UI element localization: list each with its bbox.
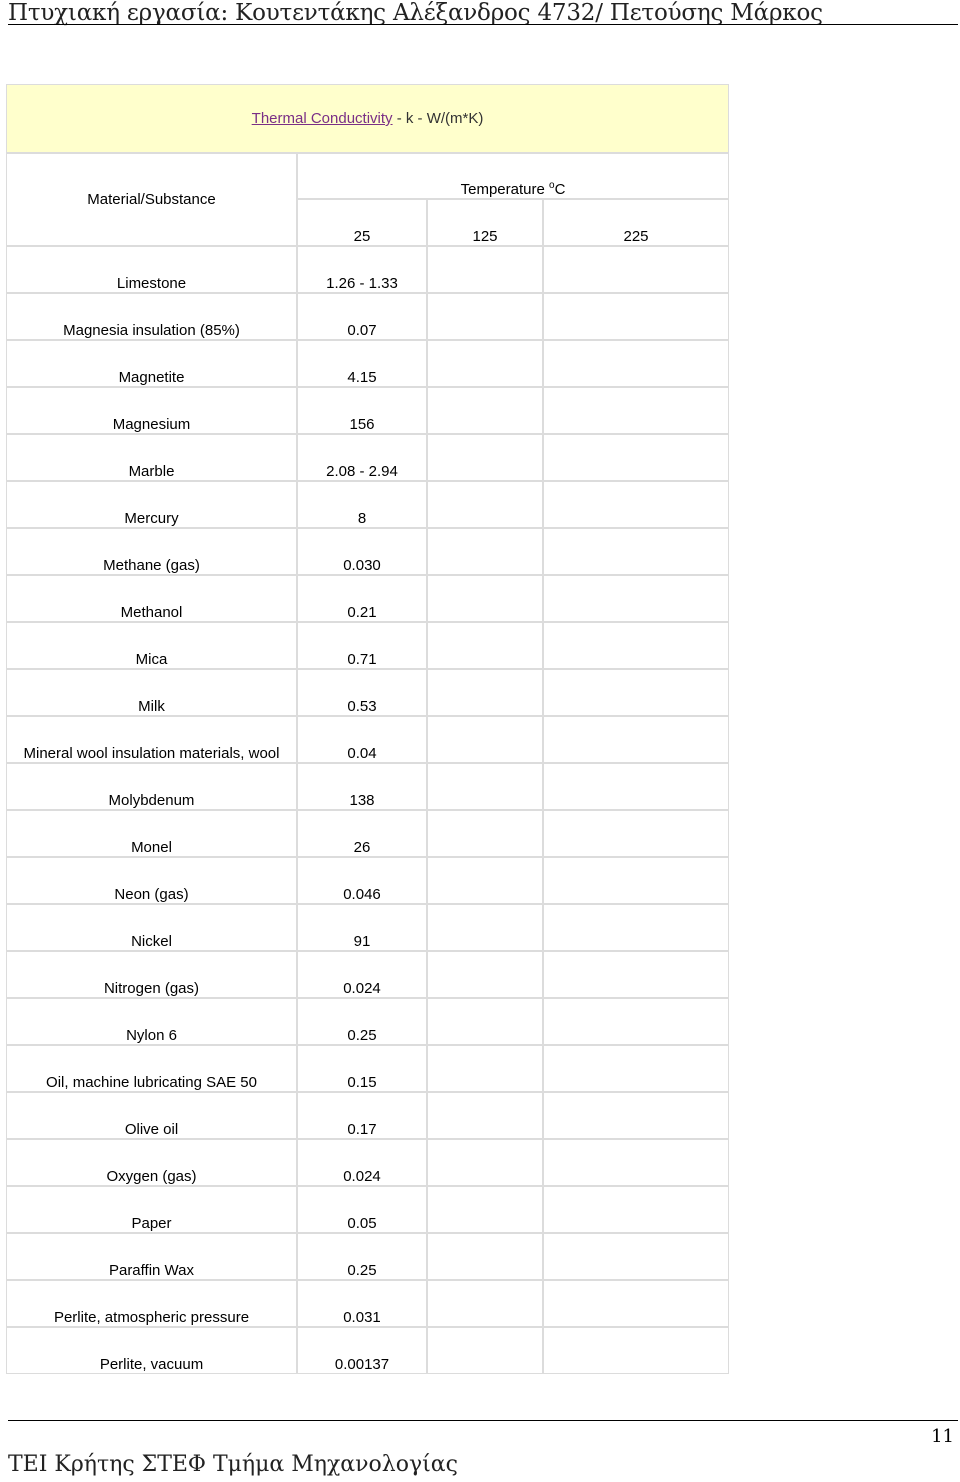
k-225-cell: [543, 387, 729, 434]
k-125-cell: [427, 763, 543, 810]
material-cell: Magnesium: [6, 387, 297, 434]
k-225-cell: [543, 951, 729, 998]
k-125-cell: [427, 1092, 543, 1139]
k-225-cell: [543, 293, 729, 340]
k-125-cell: [427, 1280, 543, 1327]
k-25-cell: 0.024: [297, 951, 427, 998]
table-row: [6, 669, 729, 716]
k-225-cell: [543, 716, 729, 763]
k-25-cell: 1.26 - 1.33: [297, 246, 427, 293]
k-225-cell: [543, 763, 729, 810]
k-225-cell: [543, 1280, 729, 1327]
footer-divider: [8, 1420, 958, 1421]
k-25-cell: 0.05: [297, 1186, 427, 1233]
temperature-header: Temperature $^o$C: [297, 153, 729, 199]
material-cell: Perlite, vacuum: [6, 1327, 297, 1374]
k-125-cell: [427, 1139, 543, 1186]
k-125-cell: [427, 528, 543, 575]
material-cell: Olive oil: [6, 1092, 297, 1139]
table-row: [6, 622, 729, 669]
k-25-cell: 0.25: [297, 1233, 427, 1280]
k-125-cell: [427, 1186, 543, 1233]
k-125-cell: [427, 1233, 543, 1280]
table-row: [6, 1327, 729, 1374]
table-row: [6, 434, 729, 481]
k-125-cell: [427, 1327, 543, 1374]
material-cell: Neon (gas): [6, 857, 297, 904]
k-125-cell: [427, 716, 543, 763]
k-225-cell: [543, 1233, 729, 1280]
table-row: [6, 246, 729, 293]
table-row: [6, 1139, 729, 1186]
k-25-cell: 0.71: [297, 622, 427, 669]
material-cell: Nickel: [6, 904, 297, 951]
thermal-conductivity-link[interactable]: Thermal Conductivity: [251, 110, 393, 127]
k-225-cell: [543, 528, 729, 575]
page-number: 11: [931, 1426, 954, 1447]
table-row: [6, 575, 729, 622]
material-cell: Paraffin Wax: [6, 1233, 297, 1280]
k-25-cell: 0.024: [297, 1139, 427, 1186]
k-25-cell: 156: [297, 387, 427, 434]
table-row: [6, 998, 729, 1045]
table-row: [6, 716, 729, 763]
k-125-cell: [427, 481, 543, 528]
table-row: [6, 1280, 729, 1327]
table-title: [6, 84, 729, 153]
k-25-cell: 26: [297, 810, 427, 857]
k-125-cell: [427, 622, 543, 669]
material-cell: Oil, machine lubricating SAE 50: [6, 1045, 297, 1092]
material-cell: Monel: [6, 810, 297, 857]
material-cell: Mercury: [6, 481, 297, 528]
k-125-cell: [427, 998, 543, 1045]
k-25-cell: 91: [297, 904, 427, 951]
material-cell: Marble: [6, 434, 297, 481]
k-225-cell: [543, 1092, 729, 1139]
table-row: [6, 763, 729, 810]
table-row: [6, 1092, 729, 1139]
k-25-cell: 2.08 - 2.94: [297, 434, 427, 481]
material-cell: Molybdenum: [6, 763, 297, 810]
k-225-cell: [543, 1045, 729, 1092]
k-225-cell: [543, 340, 729, 387]
k-25-cell: 0.04: [297, 716, 427, 763]
k-25-cell: 8: [297, 481, 427, 528]
k-125-cell: [427, 575, 543, 622]
k-25-cell: 0.53: [297, 669, 427, 716]
k-125-cell: [427, 857, 543, 904]
k-25-cell: 0.031: [297, 1280, 427, 1327]
k-25-cell: 138: [297, 763, 427, 810]
k-125-cell: [427, 1045, 543, 1092]
temperature-125-header: 125: [427, 199, 543, 246]
material-cell: Oxygen (gas): [6, 1139, 297, 1186]
table-row: [6, 951, 729, 998]
k-225-cell: [543, 1327, 729, 1374]
material-column-header: Material/Substance: [6, 153, 297, 246]
k-225-cell: [543, 810, 729, 857]
thermal-conductivity-table: [6, 84, 729, 1374]
table-row: [6, 810, 729, 857]
k-125-cell: [427, 904, 543, 951]
k-225-cell: [543, 575, 729, 622]
k-125-cell: [427, 340, 543, 387]
table-row: [6, 1186, 729, 1233]
k-225-cell: [543, 998, 729, 1045]
k-125-cell: [427, 810, 543, 857]
k-225-cell: [543, 669, 729, 716]
material-cell: Magnetite: [6, 340, 297, 387]
k-225-cell: [543, 1186, 729, 1233]
material-cell: Mineral wool insulation materials, wool: [6, 716, 297, 763]
k-225-cell: [543, 622, 729, 669]
table-row: [6, 1045, 729, 1092]
temperature-225-header: 225: [543, 199, 729, 246]
k-225-cell: [543, 904, 729, 951]
table-row: [6, 528, 729, 575]
header-divider: [8, 24, 958, 25]
k-125-cell: [427, 387, 543, 434]
k-25-cell: 0.00137: [297, 1327, 427, 1374]
material-cell: Limestone: [6, 246, 297, 293]
k-125-cell: [427, 669, 543, 716]
table-row: [6, 293, 729, 340]
table-title-units: - k - W/(m*K): [392, 110, 484, 127]
k-25-cell: 0.046: [297, 857, 427, 904]
table-row: [6, 340, 729, 387]
table-row: [6, 481, 729, 528]
material-cell: Nitrogen (gas): [6, 951, 297, 998]
material-cell: Nylon 6: [6, 998, 297, 1045]
page-header-title: Πτυχιακή εργασία: Κουτεντάκης Αλέξανδρος 4732/ Πετούσης Μάρκος: [8, 0, 823, 26]
k-125-cell: [427, 246, 543, 293]
k-225-cell: [543, 481, 729, 528]
table-row: [6, 387, 729, 434]
k-225-cell: [543, 246, 729, 293]
k-225-cell: [543, 857, 729, 904]
k-25-cell: 0.25: [297, 998, 427, 1045]
material-cell: Methanol: [6, 575, 297, 622]
material-cell: Perlite, atmospheric pressure: [6, 1280, 297, 1327]
material-cell: Paper: [6, 1186, 297, 1233]
material-cell: Mica: [6, 622, 297, 669]
table-row: [6, 904, 729, 951]
k-225-cell: [543, 434, 729, 481]
k-25-cell: 0.030: [297, 528, 427, 575]
material-cell: Methane (gas): [6, 528, 297, 575]
k-25-cell: 0.07: [297, 293, 427, 340]
k-25-cell: 0.21: [297, 575, 427, 622]
k-25-cell: 0.15: [297, 1045, 427, 1092]
footer-text: ΤΕΙ Κρήτης ΣΤΕΦ Τμήμα Μηχανολογίας: [8, 1452, 458, 1477]
temperature-25-header: 25: [297, 199, 427, 246]
table-row: [6, 1233, 729, 1280]
k-25-cell: 0.17: [297, 1092, 427, 1139]
k-125-cell: [427, 293, 543, 340]
k-25-cell: 4.15: [297, 340, 427, 387]
material-cell: Milk: [6, 669, 297, 716]
k-225-cell: [543, 1139, 729, 1186]
material-cell: Magnesia insulation (85%): [6, 293, 297, 340]
k-125-cell: [427, 951, 543, 998]
k-125-cell: [427, 434, 543, 481]
table-row: [6, 857, 729, 904]
